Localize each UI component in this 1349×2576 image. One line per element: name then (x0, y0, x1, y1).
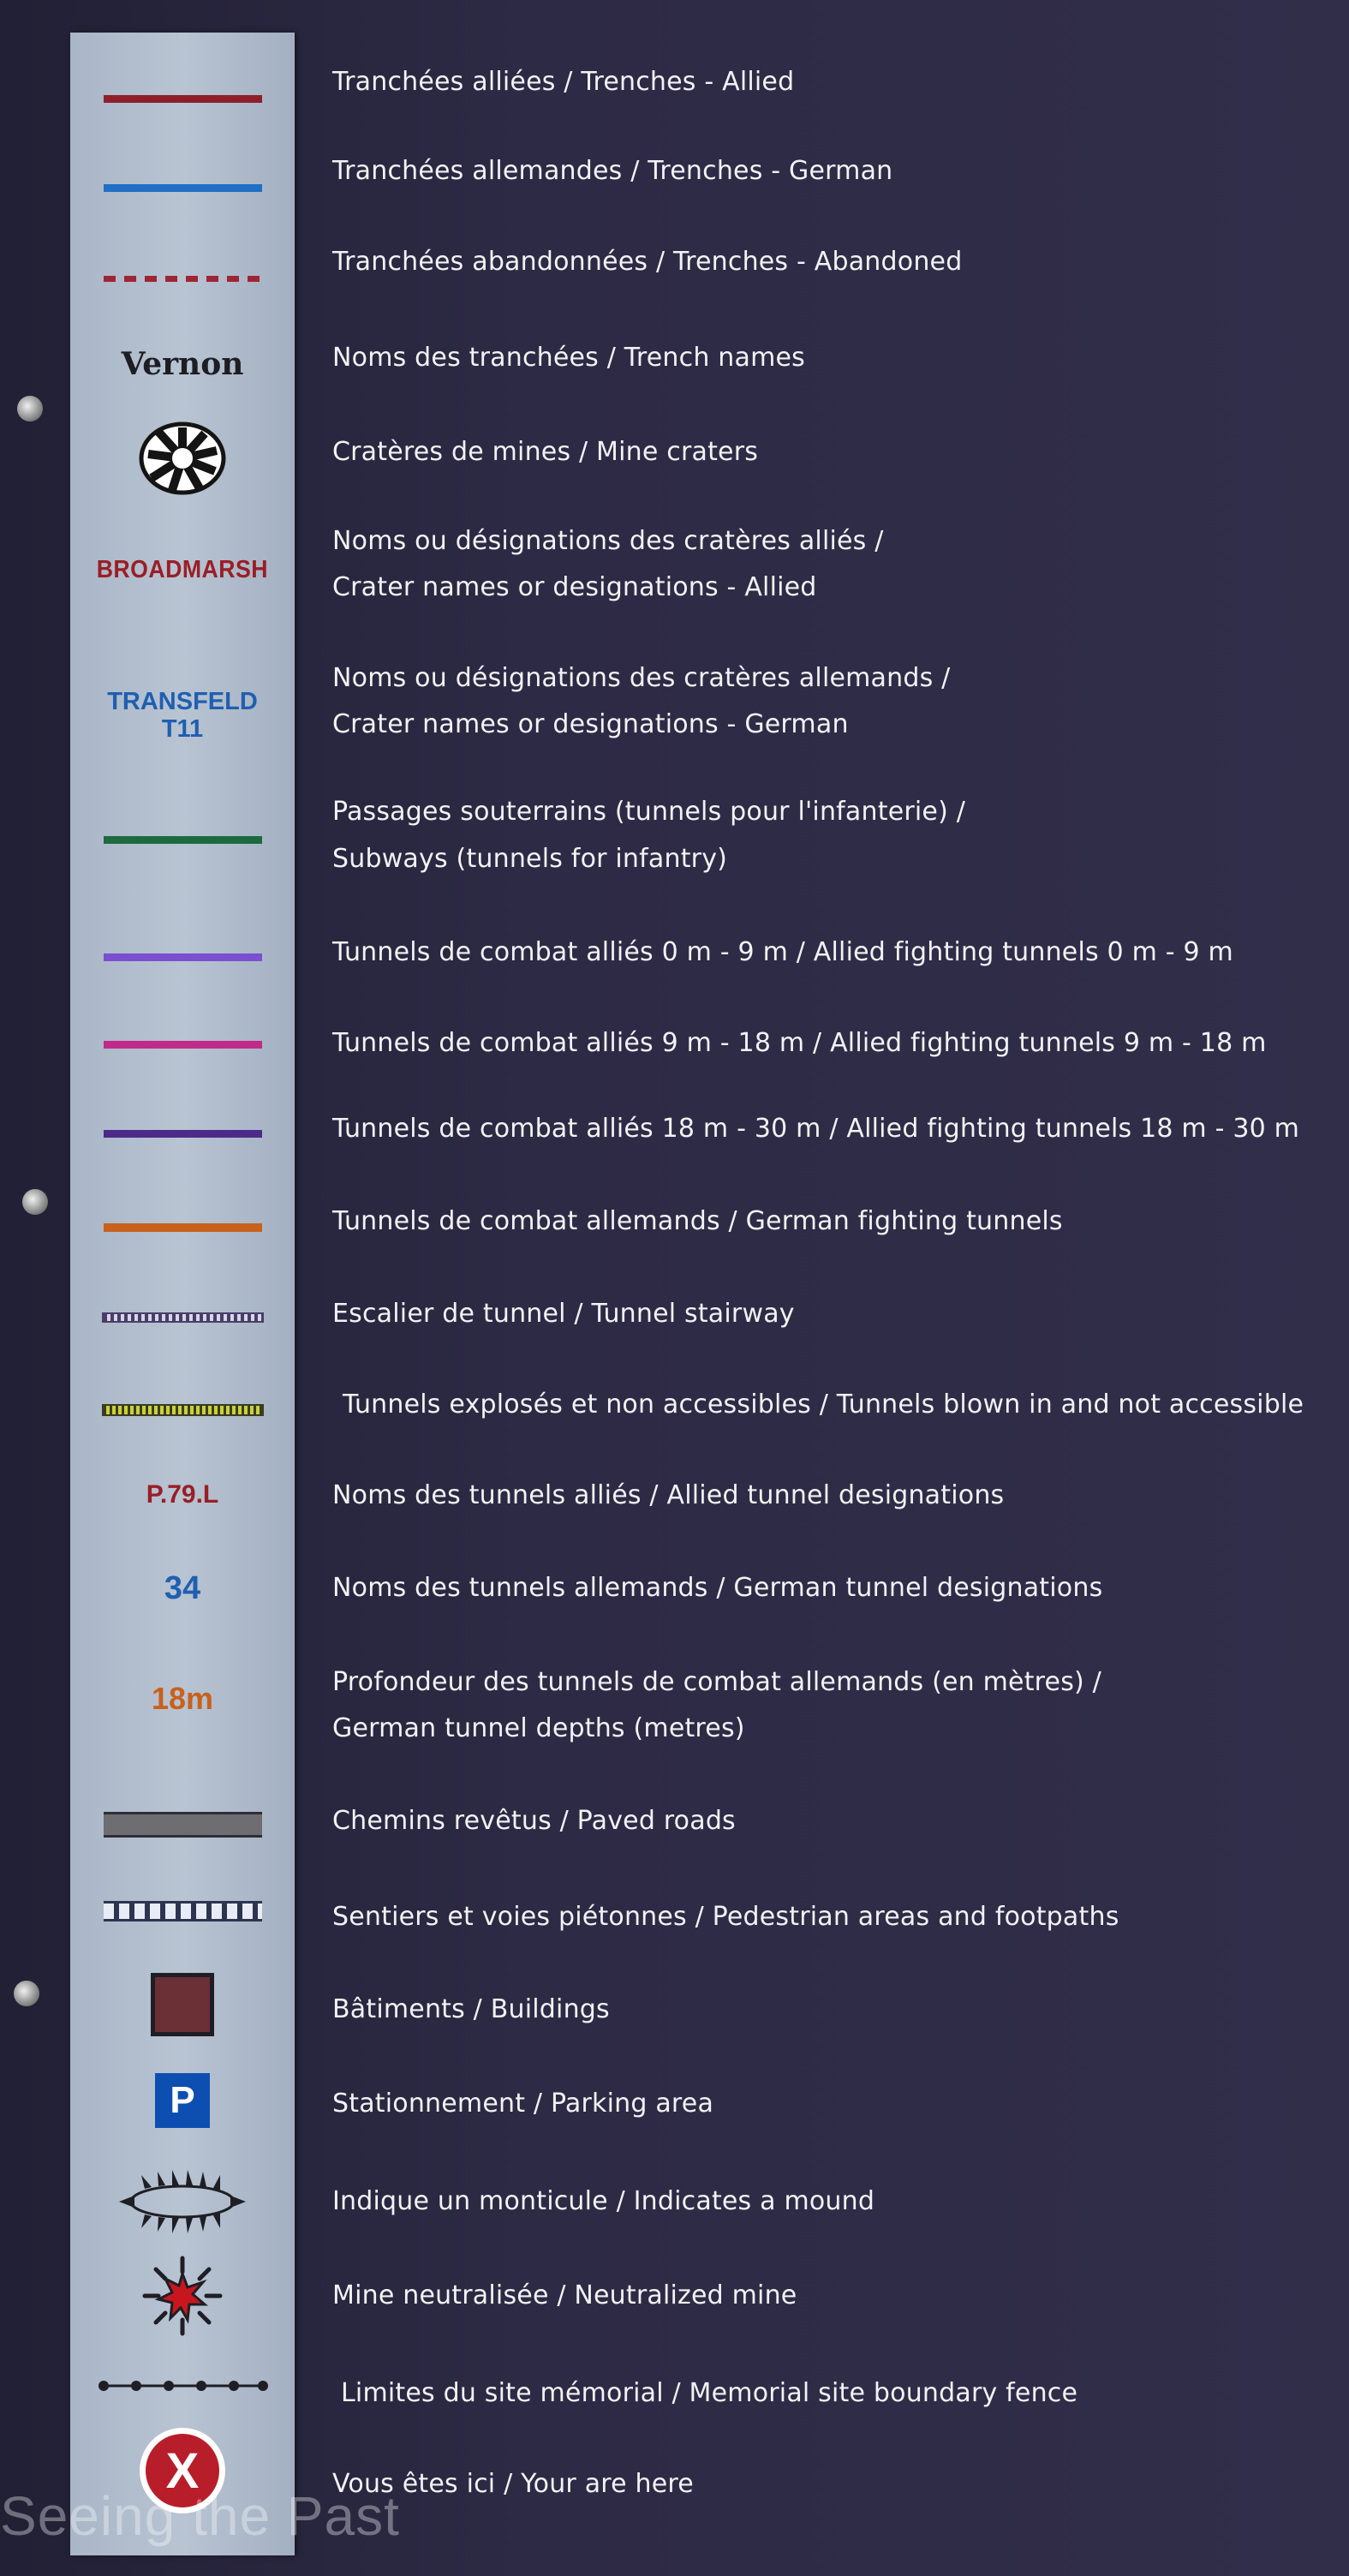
trench-allied-symbol (70, 86, 295, 111)
legend-label: Tranchées abandonnées / Trenches - Abandoned (332, 247, 963, 277)
legend-label: Tunnels de combat allemands / German fighting tunnels (332, 1206, 1063, 1236)
trench-name-symbol (70, 343, 295, 386)
legend-label: Sentiers et voies piétonnes / Pedestrian areas and footpaths (332, 1902, 1119, 1932)
legend-label: Noms des tunnels alliés / Allied tunnel designations (332, 1480, 1005, 1510)
legend-label: Cratères de mines / Mine craters (332, 437, 759, 467)
german-tunnel-symbol (70, 1215, 295, 1240)
screw-icon (14, 1981, 39, 2006)
crater-allied-name-sample: BROADMARSH (96, 555, 269, 583)
watermark: Seeing the Past (0, 2485, 400, 2547)
tunnel-stairway-symbol (70, 1305, 295, 1330)
crater-allied-name-symbol (70, 548, 295, 591)
legend-label: Tranchées alliées / Trenches - Allied (332, 67, 795, 97)
allied-tunnel-deep-symbol (70, 1121, 295, 1146)
trench-abandoned-symbol (70, 266, 295, 291)
legend-label: Noms des tranchées / Trench names (332, 343, 805, 373)
building-icon (70, 1970, 295, 2039)
crater-german-name-symbol (70, 681, 295, 750)
paved-road-symbol (70, 1808, 295, 1842)
crater-german-name-sample: T11 (161, 715, 204, 743)
german-tunnel-name-sample: 34 (164, 1569, 201, 1606)
boundary-fence-symbol (70, 2373, 295, 2399)
german-tunnel-name-symbol (70, 1564, 295, 1612)
legend-label: German tunnel depths (metres) (332, 1713, 745, 1743)
legend-label: Tunnels explosés et non accessibles / Tunnels blown in and not accessible (343, 1390, 1304, 1419)
parking-letter: P (170, 2079, 195, 2121)
blown-tunnel-symbol (70, 1397, 295, 1423)
legend-label: Noms ou désignations des cratères alliés / (332, 526, 884, 556)
legend-label: Tranchées allemandes / Trenches - German (332, 156, 893, 186)
allied-tunnel-mid-symbol (70, 1031, 295, 1057)
legend-label: Escalier de tunnel / Tunnel stairway (332, 1299, 795, 1329)
legend-label: Crater names or designations - German (332, 709, 849, 739)
german-tunnel-depth-symbol (70, 1675, 295, 1723)
screw-icon (22, 1189, 48, 1215)
legend-label: Chemins revêtus / Paved roads (332, 1806, 736, 1836)
legend-label: Tunnels de combat alliés 9 m - 18 m / Allied fighting tunnels 9 m - 18 m (332, 1028, 1267, 1058)
legend-label: Indique un monticule / Indicates a mound (332, 2186, 875, 2216)
parking-icon (70, 2066, 295, 2135)
legend-label: Limites du site mémorial / Memorial site boundary fence (341, 2378, 1078, 2408)
allied-tunnel-shallow-symbol (70, 944, 295, 970)
legend-label: Crater names or designations - Allied (332, 572, 817, 602)
screw-icon (17, 396, 43, 421)
legend-label: Passages souterrains (tunnels pour l'infanterie) / (332, 797, 966, 827)
legend-label: Mine neutralisée / Neutralized mine (332, 2280, 797, 2310)
you-are-here-mark: X (165, 2442, 200, 2499)
german-tunnel-depth-sample: 18m (151, 1681, 214, 1716)
legend-label: Vous êtes ici / Your are here (332, 2469, 694, 2499)
footpath-symbol (70, 1894, 295, 1928)
allied-tunnel-name-sample: P.79.L (146, 1480, 219, 1509)
crater-german-name-sample: TRANSFELD (107, 688, 258, 715)
trench-german-symbol (70, 175, 295, 200)
legend-label: Noms ou désignations des cratères allemands / (332, 663, 951, 693)
neutralized-mine-icon (70, 2253, 295, 2339)
mound-icon (70, 2167, 295, 2236)
allied-tunnel-name-symbol (70, 1473, 295, 1516)
legend-label: Stationnement / Parking area (332, 2089, 714, 2119)
legend-label: Profondeur des tunnels de combat allemands (en mètres) / (332, 1667, 1101, 1697)
trench-name-sample: Vernon (121, 346, 244, 382)
subway-symbol (70, 827, 295, 852)
legend-label: Bâtiments / Buildings (332, 1994, 610, 2024)
legend-label: Tunnels de combat alliés 18 m - 30 m / Allied fighting tunnels 18 m - 30 m (332, 1114, 1300, 1144)
legend-label: Noms des tunnels allemands / German tunnel designations (332, 1573, 1103, 1603)
mine-crater-icon (70, 415, 295, 501)
legend-label: Tunnels de combat alliés 0 m - 9 m / Allied fighting tunnels 0 m - 9 m (332, 937, 1233, 967)
legend-label: Subways (tunnels for infantry) (332, 844, 728, 874)
